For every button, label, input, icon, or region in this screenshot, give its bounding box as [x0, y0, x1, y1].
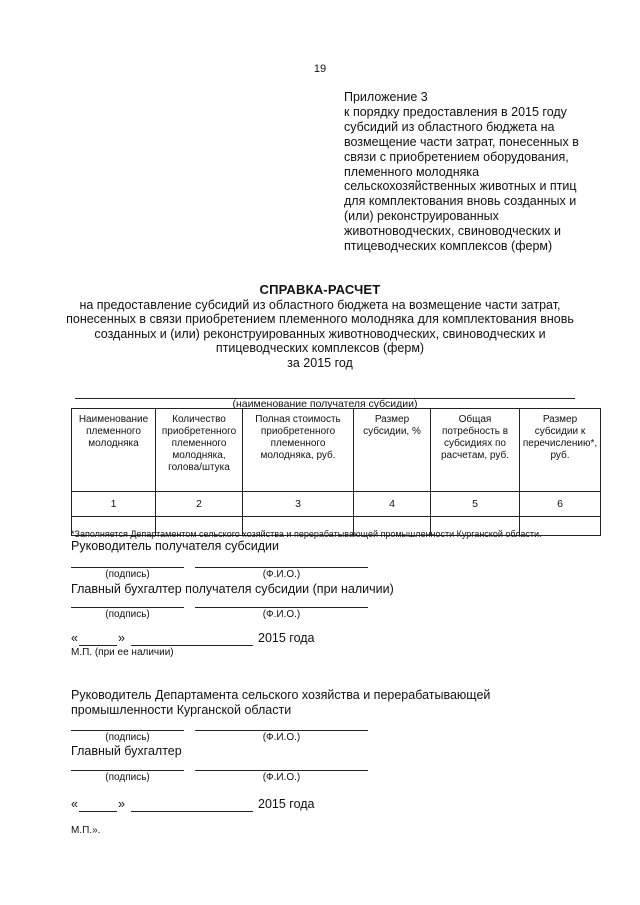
appendix-line: (или) реконструированных	[344, 209, 499, 224]
document-title-block	[60, 283, 580, 371]
document-subtitle-line: созданных и (или) реконструированных животноводческих, свиноводческих и	[94, 326, 546, 341]
appendix-line: для комплектования вновь созданных и	[344, 194, 577, 209]
header-subsidy-rate: Размер субсидии, %	[354, 409, 431, 492]
date-month-line[interactable]	[131, 645, 253, 646]
appendix-title: Приложение 3	[344, 90, 428, 104]
signature-caption: (подпись)	[105, 609, 150, 620]
head-recipient-label: Руководитель получателя субсидии	[71, 539, 279, 553]
department-head-label-line2: промышленности Курганской области	[71, 703, 292, 717]
page-number: 19	[313, 63, 327, 75]
chief-accountant-recipient-label: Главный бухгалтер получателя субсидии (при наличии)	[71, 582, 394, 596]
date-quote-open: «	[71, 631, 78, 645]
appendix-line: связи с приобретением оборудования,	[344, 149, 569, 164]
header-breed-name: Наименование племенного молодняка	[72, 409, 156, 492]
date-quote-close: »	[118, 631, 125, 645]
document-period: за 2015 год	[287, 355, 353, 370]
header-quantity: Количество приобретенного племенного молодняка, голова/штука	[156, 409, 243, 492]
stamp-final-label: М.П.».	[71, 825, 101, 836]
date-year: 2015 года	[258, 797, 315, 811]
date-month-line[interactable]	[131, 811, 253, 812]
footnote: *Заполняется Департаментом сельского хозяйства и перерабатывающей промышленности Курганской области.	[71, 529, 542, 539]
calculation-table	[71, 408, 601, 536]
appendix-line: возмещение части затрат, понесенных в	[344, 134, 579, 149]
document-subtitle-line: на предоставление субсидий из областного бюджета на возмещение части затрат,	[79, 297, 561, 312]
date-year: 2015 года	[258, 631, 315, 645]
signature-line[interactable]	[71, 567, 184, 568]
header-subsidy-transfer: Размер субсидии к перечислению*, руб.	[520, 409, 601, 492]
header-total-need: Общая потребность в субсидиях по расчетам, руб.	[431, 409, 520, 492]
name-caption: (Ф.И.О.)	[262, 569, 301, 580]
date-day-line[interactable]	[79, 645, 117, 646]
recipient-name-caption: (наименование получателя субсидии)	[232, 398, 418, 410]
header-full-cost: Полная стоимость приобретенного племенного молодняка, руб.	[243, 409, 354, 492]
table-row-column-numbers	[72, 492, 601, 517]
date-quote-open: «	[71, 797, 78, 811]
name-caption: (Ф.И.О.)	[262, 732, 301, 743]
name-line[interactable]	[195, 567, 368, 568]
signature-caption: (подпись)	[105, 569, 150, 580]
appendix-line: птицеводческих комплексов (ферм)	[344, 239, 553, 254]
document-title: СПРАВКА-РАСЧЕТ	[259, 282, 381, 297]
table-cell: 4	[354, 492, 431, 517]
appendix-line: племенного молодняка	[344, 164, 480, 179]
signature-caption: (подпись)	[105, 732, 150, 743]
appendix-reference	[344, 90, 594, 254]
name-caption: (Ф.И.О.)	[262, 772, 301, 783]
name-line[interactable]	[195, 730, 368, 731]
appendix-line: субсидий из областного бюджета на	[344, 119, 555, 134]
table-cell: 2	[156, 492, 243, 517]
name-line[interactable]	[195, 770, 368, 771]
table-cell: 5	[431, 492, 520, 517]
table-cell: 6	[520, 492, 601, 517]
chief-accountant-label: Главный бухгалтер	[71, 744, 182, 758]
stamp-label: М.П. (при ее наличии)	[71, 647, 174, 658]
department-head-label: Руководитель Департамента сельского хозяйства и перерабатывающей	[71, 688, 491, 702]
table-header-row	[72, 409, 601, 492]
document-subtitle-line: понесенных в связи приобретением племенного молодняка для комплектования вновь	[66, 312, 574, 327]
name-line[interactable]	[195, 607, 368, 608]
document-subtitle-line: птицеводческих комплексов (ферм)	[215, 341, 425, 356]
signature-line[interactable]	[71, 607, 184, 608]
table-cell: 1	[72, 492, 156, 517]
appendix-line: животноводческих, свиноводческих и	[344, 224, 562, 239]
table-cell: 3	[243, 492, 354, 517]
signature-caption: (подпись)	[105, 772, 150, 783]
date-day-line[interactable]	[79, 811, 117, 812]
name-caption: (Ф.И.О.)	[262, 609, 301, 620]
appendix-line: к порядку предоставления в 2015 году	[344, 104, 567, 119]
signature-line[interactable]	[71, 770, 184, 771]
appendix-line: сельскохозяйственных животных и птиц	[344, 179, 577, 194]
date-quote-close: »	[118, 797, 125, 811]
signature-line[interactable]	[71, 730, 184, 731]
